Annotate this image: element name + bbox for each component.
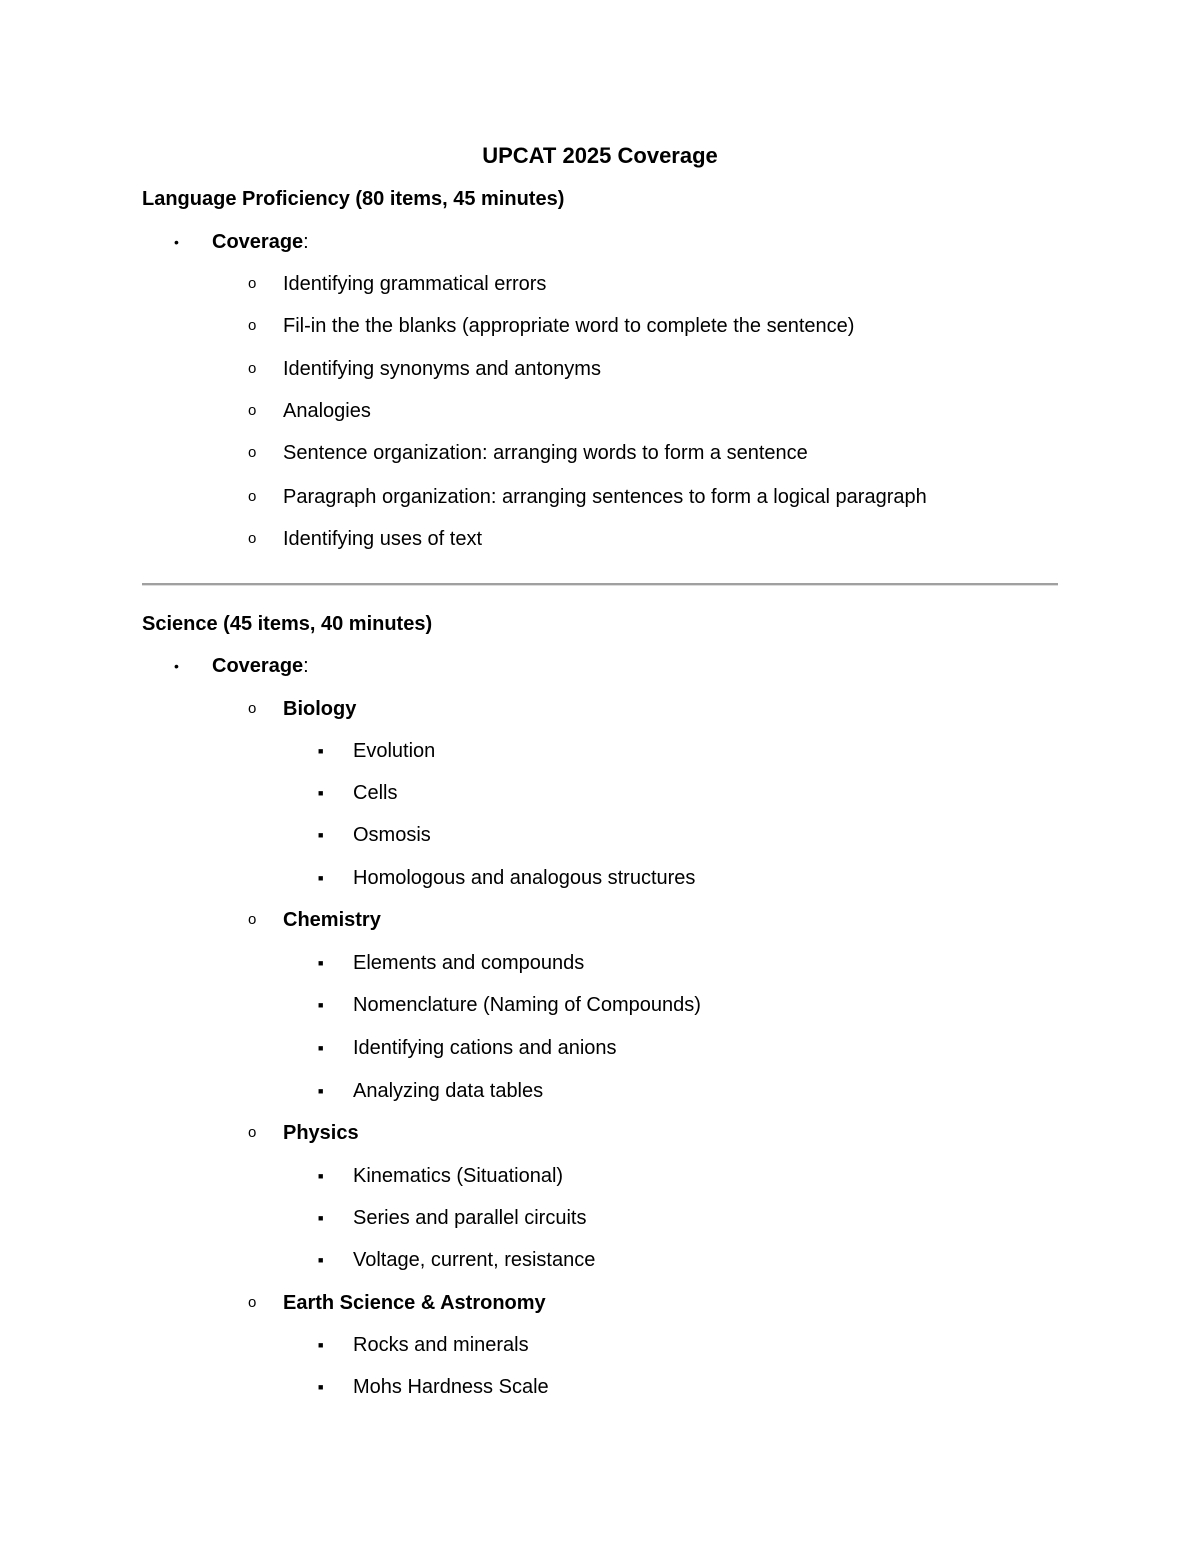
subject-chemistry: Chemistry — [283, 909, 381, 931]
language-item: Paragraph organization: arranging sentences to form a logical paragraph — [283, 486, 927, 508]
bullet-square-icon: ■ — [318, 830, 324, 840]
bullet-square-icon: ■ — [318, 1213, 324, 1223]
coverage-label-text: Coverage — [212, 655, 304, 677]
coverage-label-text: Coverage — [212, 231, 304, 253]
language-item: Identifying synonyms and antonyms — [283, 358, 601, 380]
topic-item: Analyzing data tables — [353, 1080, 544, 1102]
bullet-circle-icon: o — [248, 360, 257, 377]
topic-item: Evolution — [353, 740, 436, 762]
subject-physics: Physics — [283, 1122, 359, 1144]
bullet-square-icon: ■ — [318, 1000, 324, 1010]
language-item: Analogies — [283, 400, 371, 422]
bullet-circle-icon: o — [248, 1124, 257, 1141]
coverage-colon: : — [303, 231, 309, 253]
topic-item: Series and parallel circuits — [353, 1207, 587, 1229]
language-item: Sentence organization: arranging words to form a sentence — [283, 442, 808, 464]
section-divider — [142, 583, 1058, 586]
topic-item: Voltage, current, resistance — [353, 1249, 596, 1271]
bullet-square-icon: ■ — [318, 1340, 324, 1350]
bullet-square-icon: ■ — [318, 1255, 324, 1265]
coverage-colon: : — [303, 655, 309, 677]
topic-item: Homologous and analogous structures — [353, 867, 696, 889]
bullet-circle-icon: o — [248, 700, 257, 717]
topic-item: Kinematics (Situational) — [353, 1165, 564, 1187]
bullet-circle-icon: o — [248, 317, 257, 334]
topic-item: Elements and compounds — [353, 952, 585, 974]
topic-item: Cells — [353, 782, 398, 804]
language-item: Identifying grammatical errors — [283, 273, 547, 295]
bullet-square-icon: ■ — [318, 746, 324, 756]
bullet-circle-icon: o — [248, 275, 257, 292]
bullet-square-icon: ■ — [318, 788, 324, 798]
topic-item: Osmosis — [353, 824, 431, 846]
bullet-circle-icon: o — [248, 530, 257, 547]
subject-biology: Biology — [283, 698, 357, 720]
language-item: Fil-in the the blanks (appropriate word to complete the sentence) — [283, 315, 855, 337]
document-title: UPCAT 2025 Coverage — [482, 143, 718, 168]
bullet-square-icon: ■ — [318, 1086, 324, 1096]
bullet-square-icon: ■ — [318, 1043, 324, 1053]
bullet-circle-icon: o — [248, 402, 257, 419]
science-section-heading: Science (45 items, 40 minutes) — [142, 613, 433, 635]
bullet-square-icon: ■ — [318, 1171, 324, 1181]
subject-earth-science: Earth Science & Astronomy — [283, 1292, 546, 1314]
language-section-heading: Language Proficiency (80 items, 45 minutes) — [142, 188, 565, 210]
bullet-square-icon: ■ — [318, 1382, 324, 1392]
bullet-square-icon: ■ — [318, 873, 324, 883]
topic-item: Mohs Hardness Scale — [353, 1376, 549, 1398]
bullet-disc-icon: • — [174, 658, 179, 674]
bullet-square-icon: ■ — [318, 958, 324, 968]
bullet-circle-icon: o — [248, 444, 257, 461]
topic-item: Identifying cations and anions — [353, 1037, 617, 1059]
topic-item: Rocks and minerals — [353, 1334, 529, 1356]
science-coverage-label — [212, 653, 309, 679]
bullet-circle-icon: o — [248, 488, 257, 505]
language-coverage-label — [212, 229, 309, 255]
topic-item: Nomenclature (Naming of Compounds) — [353, 994, 701, 1016]
language-item: Identifying uses of text — [283, 528, 483, 550]
bullet-circle-icon: o — [248, 1294, 257, 1311]
bullet-circle-icon: o — [248, 911, 257, 928]
bullet-disc-icon: • — [174, 234, 179, 250]
